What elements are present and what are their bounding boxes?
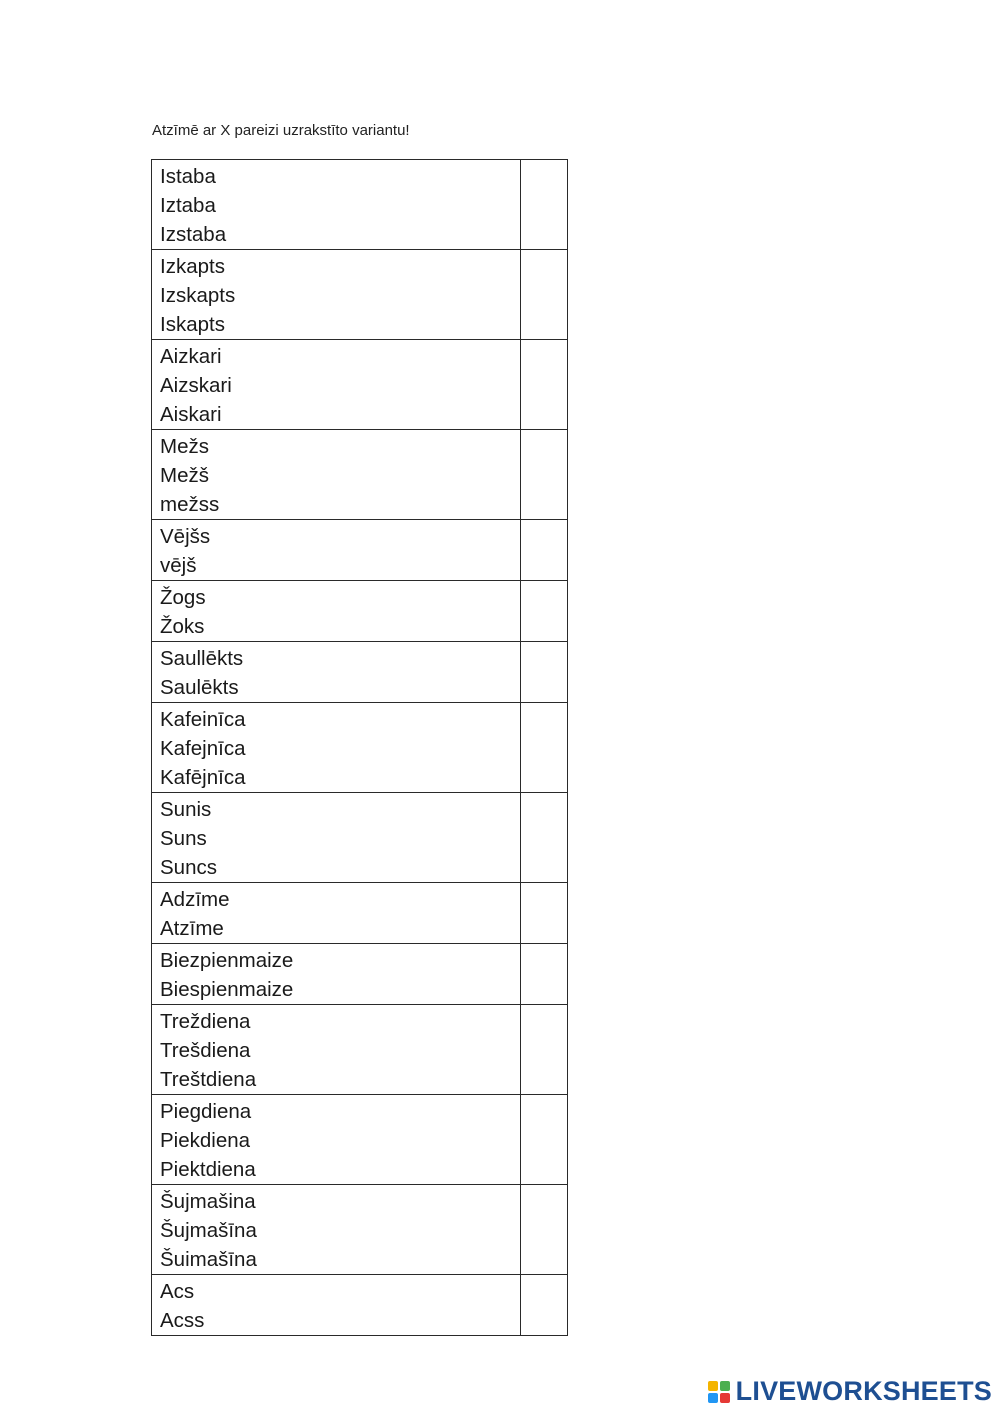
word-option: Mežš <box>160 464 209 487</box>
word-option: Piegdiena <box>160 1100 252 1123</box>
word-option: Suncs <box>160 856 217 879</box>
brand-name: LIVEWORKSHEETS <box>735 1376 992 1406</box>
word-options-cell <box>152 340 521 430</box>
word-option: Izkapts <box>160 255 225 278</box>
answer-checkbox-cell[interactable] <box>520 793 567 883</box>
word-options-cell <box>152 1185 521 1275</box>
word-option: Kafeinīca <box>160 708 246 731</box>
word-options-cell <box>152 642 521 703</box>
word-option: Žogs <box>160 586 206 609</box>
word-option: Šuimašīna <box>160 1248 257 1271</box>
word-option: Mežs <box>160 435 209 458</box>
answer-checkbox-cell[interactable] <box>520 703 567 793</box>
word-row <box>152 250 568 340</box>
word-option: Biezpienmaize <box>160 949 294 972</box>
answer-checkbox-cell[interactable] <box>520 160 567 250</box>
word-options-cell <box>152 581 521 642</box>
liveworksheets-logo-icon <box>708 1381 730 1403</box>
word-option: Piekdiena <box>160 1129 251 1152</box>
answer-checkbox-cell[interactable] <box>520 883 567 944</box>
word-option: Adzīme <box>160 888 230 911</box>
word-option: Izskapts <box>160 284 236 307</box>
word-option: Iztaba <box>160 194 216 217</box>
word-row <box>152 944 568 1005</box>
word-option: Biespienmaize <box>160 978 294 1001</box>
worksheet-table <box>151 159 568 1336</box>
word-options-cell <box>152 944 521 1005</box>
word-row <box>152 793 568 883</box>
word-row <box>152 1275 568 1336</box>
word-option: Saulēkts <box>160 676 239 699</box>
word-options-cell <box>152 160 521 250</box>
word-option: Iskapts <box>160 313 225 336</box>
word-row <box>152 520 568 581</box>
word-row <box>152 1185 568 1275</box>
answer-checkbox-cell[interactable] <box>520 944 567 1005</box>
instruction-text: Atzīmē ar X pareizi uzrakstīto variantu! <box>152 122 410 139</box>
word-option: Šujmašīna <box>160 1219 257 1242</box>
word-option: Vējšs <box>160 525 211 548</box>
word-option: Treždiena <box>160 1010 251 1033</box>
liveworksheets-brand <box>708 1376 992 1407</box>
answer-checkbox-cell[interactable] <box>520 581 567 642</box>
answer-checkbox-cell[interactable] <box>520 1275 567 1336</box>
word-row <box>152 703 568 793</box>
word-option: Aiskari <box>160 403 222 426</box>
word-row <box>152 642 568 703</box>
answer-checkbox-cell[interactable] <box>520 1095 567 1185</box>
word-option: Acss <box>160 1309 205 1332</box>
word-option: Kafejnīca <box>160 737 246 760</box>
answer-checkbox-cell[interactable] <box>520 250 567 340</box>
word-options-cell <box>152 520 521 581</box>
word-row <box>152 1005 568 1095</box>
word-option: Acs <box>160 1280 195 1303</box>
word-option: Saullēkts <box>160 647 244 670</box>
answer-checkbox-cell[interactable] <box>520 1005 567 1095</box>
word-options-cell <box>152 1005 521 1095</box>
word-option: Suns <box>160 827 207 850</box>
word-options-cell <box>152 883 521 944</box>
word-row <box>152 883 568 944</box>
word-option: Šujmašina <box>160 1190 256 1213</box>
word-row <box>152 340 568 430</box>
word-option: Trešdiena <box>160 1039 251 1062</box>
word-option: Sunis <box>160 798 212 821</box>
word-option: mežss <box>160 493 220 516</box>
word-row <box>152 581 568 642</box>
answer-checkbox-cell[interactable] <box>520 642 567 703</box>
word-option: Treštdiena <box>160 1068 257 1091</box>
word-options-cell <box>152 430 521 520</box>
word-option: Aizkari <box>160 345 222 368</box>
answer-checkbox-cell[interactable] <box>520 340 567 430</box>
worksheet-table-body <box>152 160 568 1336</box>
word-options-cell <box>152 1095 521 1185</box>
word-options-cell <box>152 793 521 883</box>
word-option: Kafējnīca <box>160 766 246 789</box>
answer-checkbox-cell[interactable] <box>520 430 567 520</box>
word-options-cell <box>152 1275 521 1336</box>
word-option: Piektdiena <box>160 1158 256 1181</box>
word-row <box>152 160 568 250</box>
word-option: Aizskari <box>160 374 232 397</box>
word-option: Žoks <box>160 615 205 638</box>
answer-checkbox-cell[interactable] <box>520 1185 567 1275</box>
word-options-cell <box>152 703 521 793</box>
answer-checkbox-cell[interactable] <box>520 520 567 581</box>
word-row <box>152 1095 568 1185</box>
word-option: Atzīme <box>160 917 224 940</box>
word-option: Izstaba <box>160 223 227 246</box>
word-row <box>152 430 568 520</box>
word-options-cell <box>152 250 521 340</box>
word-option: Istaba <box>160 165 216 188</box>
word-option: vējš <box>160 554 197 577</box>
